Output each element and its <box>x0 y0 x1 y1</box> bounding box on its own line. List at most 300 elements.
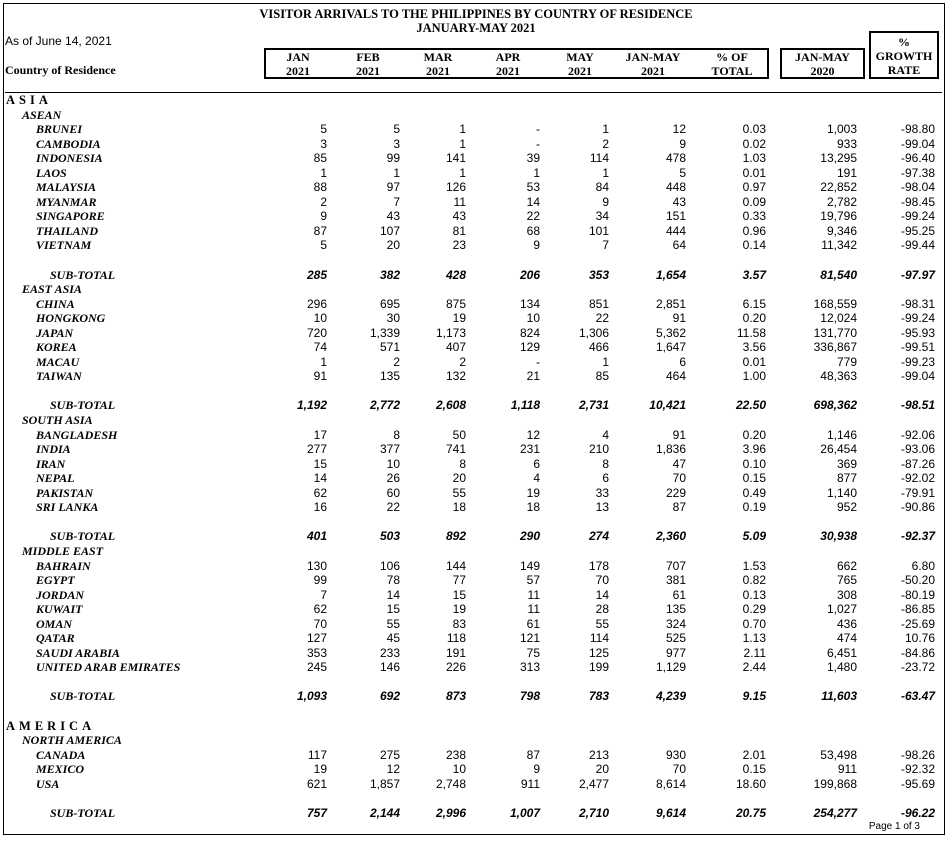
country-row <box>0 762 952 777</box>
cell-may: 1 <box>602 354 609 369</box>
country-row <box>0 777 952 792</box>
cell-apr: 22 <box>526 209 540 224</box>
country-row <box>0 573 952 588</box>
cell-mar: 141 <box>445 151 466 166</box>
cell-growth-rate: -95.93 <box>900 325 935 340</box>
cell-growth-rate: -86.85 <box>900 602 935 617</box>
cell-feb: 8 <box>393 427 400 442</box>
cell-jan-may-2021: 229 <box>665 485 686 500</box>
cell-feb: 146 <box>379 660 400 675</box>
cell-apr: 11 <box>527 587 540 602</box>
cell-jan: 19 <box>313 762 327 777</box>
country-row <box>0 588 952 603</box>
cell-pct-total: 0.49 <box>742 485 766 500</box>
group-row <box>0 282 952 297</box>
sub-label: SUB-TOTAL <box>50 689 116 704</box>
cell-apr: 1,118 <box>510 398 540 413</box>
cell-jan: 353 <box>306 645 327 660</box>
cell-mar: 43 <box>452 209 466 224</box>
cell-apr: 68 <box>526 223 540 238</box>
cell-may: 22 <box>595 311 609 326</box>
cell-jan-may-2020: 1,480 <box>826 660 857 675</box>
cell-mar: 11 <box>453 194 466 209</box>
cell-may: 85 <box>595 369 609 384</box>
cell-pct-total: 2.01 <box>742 747 766 762</box>
cell-mar: 875 <box>445 296 466 311</box>
cell-jan-may-2021: 9 <box>679 136 686 151</box>
cell-jan-may-2021: 448 <box>665 180 686 195</box>
country-label: MEXICO <box>36 762 85 777</box>
sub-label: SUB-TOTAL <box>50 529 116 544</box>
cell-jan: 17 <box>313 427 327 442</box>
country-row <box>0 137 952 152</box>
cell-apr: 9 <box>533 762 540 777</box>
group-row <box>0 108 952 123</box>
cell-mar: 1 <box>459 165 466 180</box>
cell-jan: 1,093 <box>296 689 327 704</box>
country-label: INDONESIA <box>36 151 103 166</box>
country-row <box>0 209 952 224</box>
country-row <box>0 471 952 486</box>
cell-growth-rate: -80.19 <box>900 587 935 602</box>
col-header-jan-may-2020: JAN-MAY 2020 <box>795 50 850 78</box>
cell-apr: 61 <box>526 616 540 631</box>
country-row <box>0 180 952 195</box>
cell-jan-may-2021: 1,647 <box>655 340 686 355</box>
cell-may: 1,306 <box>578 325 609 340</box>
subtotal-row <box>0 529 952 544</box>
cell-jan: 401 <box>306 529 327 544</box>
cell-mar: 8 <box>459 456 466 471</box>
cell-jan-may-2020: 308 <box>836 587 857 602</box>
cell-apr: 206 <box>519 267 540 282</box>
cell-jan-may-2020: 474 <box>836 631 857 646</box>
cell-apr: - <box>536 354 540 369</box>
country-label: UNITED ARAB EMIRATES <box>36 660 181 675</box>
cell-apr: 824 <box>519 325 540 340</box>
cell-jan: 245 <box>306 660 327 675</box>
cell-growth-rate: -99.04 <box>900 369 935 384</box>
data-table <box>0 93 952 820</box>
country-row <box>0 617 952 632</box>
group-label: MIDDLE EAST <box>22 543 104 558</box>
cell-feb: 692 <box>379 689 400 704</box>
cell-mar: 18 <box>452 500 466 515</box>
cell-apr: 57 <box>526 573 540 588</box>
cell-jan-may-2021: 2,360 <box>655 529 686 544</box>
cell-growth-rate: -50.20 <box>900 573 935 588</box>
cell-growth-rate: -99.51 <box>900 340 935 355</box>
cell-jan: 99 <box>313 573 327 588</box>
cell-mar: 1,173 <box>435 325 466 340</box>
cell-feb: 1 <box>393 165 400 180</box>
cell-jan: 14 <box>313 471 327 486</box>
region-row <box>0 93 952 108</box>
cell-pct-total: 0.33 <box>742 209 766 224</box>
cell-jan-may-2021: 324 <box>665 616 686 631</box>
cell-mar: 10 <box>452 762 466 777</box>
cell-pct-total: 0.96 <box>742 223 766 238</box>
group-row <box>0 733 952 748</box>
cell-mar: 20 <box>452 471 466 486</box>
cell-may: 70 <box>595 573 609 588</box>
cell-pct-total: 0.01 <box>742 354 766 369</box>
col-header-may: MAY 2021 <box>566 50 594 78</box>
cell-growth-rate: -84.86 <box>900 645 935 660</box>
country-label: TAIWAN <box>36 369 82 384</box>
cell-growth-rate: 10.76 <box>904 631 935 646</box>
country-label: PAKISTAN <box>36 485 94 500</box>
cell-jan-may-2021: 9,614 <box>655 805 686 820</box>
cell-jan-may-2020: 131,770 <box>813 325 857 340</box>
sub-label: SUB-TOTAL <box>50 267 116 282</box>
cell-may: 33 <box>595 485 609 500</box>
cell-pct-total: 0.29 <box>742 602 766 617</box>
cell-jan-may-2021: 1,654 <box>655 267 686 282</box>
cell-growth-rate: -99.24 <box>900 209 935 224</box>
cell-apr: 14 <box>526 194 540 209</box>
cell-feb: 55 <box>386 616 400 631</box>
country-label: JAPAN <box>36 325 74 340</box>
cell-jan-may-2021: 707 <box>665 558 686 573</box>
cell-jan-may-2021: 91 <box>672 427 686 442</box>
cell-growth-rate: -96.22 <box>900 805 935 820</box>
cell-feb: 78 <box>386 573 400 588</box>
country-row <box>0 631 952 646</box>
as-of-date: As of June 14, 2021 <box>5 34 112 48</box>
cell-jan-may-2021: 444 <box>665 223 686 238</box>
cell-jan: 87 <box>313 223 327 238</box>
spacer-row <box>0 384 952 399</box>
cell-may: 2,477 <box>578 776 609 791</box>
cell-mar: 2,748 <box>435 776 466 791</box>
group-label: SOUTH ASIA <box>22 413 93 428</box>
cell-mar: 55 <box>452 485 466 500</box>
cell-jan: 70 <box>313 616 327 631</box>
cell-jan-may-2020: 952 <box>836 500 857 515</box>
cell-apr: 798 <box>519 689 540 704</box>
cell-jan: 117 <box>307 747 327 762</box>
cell-may: 55 <box>595 616 609 631</box>
cell-jan-may-2021: 70 <box>672 471 686 486</box>
country-row <box>0 559 952 574</box>
region-label: AMERICA <box>6 718 96 733</box>
cell-jan-may-2020: 30,938 <box>820 529 857 544</box>
cell-pct-total: 0.20 <box>742 427 766 442</box>
country-label: MALAYSIA <box>36 180 97 195</box>
report-title: VISITOR ARRIVALS TO THE PHILIPPINES BY COUNTRY OF RESIDENCE <box>259 7 693 21</box>
cell-apr: 313 <box>519 660 540 675</box>
cell-pct-total: 6.15 <box>742 296 766 311</box>
cell-jan-may-2020: 765 <box>836 573 857 588</box>
country-row <box>0 311 952 326</box>
cell-pct-total: 1.53 <box>742 558 766 573</box>
cell-feb: 382 <box>379 267 400 282</box>
cell-pct-total: 0.01 <box>742 165 766 180</box>
country-label: BRUNEI <box>36 122 83 137</box>
cell-jan-may-2021: 1,129 <box>655 660 686 675</box>
cell-may: 13 <box>595 500 609 515</box>
cell-growth-rate: -97.38 <box>900 165 935 180</box>
cell-pct-total: 0.10 <box>742 456 766 471</box>
cell-pct-total: 20.75 <box>735 805 766 820</box>
country-row <box>0 238 952 253</box>
cell-apr: 11 <box>527 602 540 617</box>
country-row <box>0 748 952 763</box>
cell-jan-may-2021: 977 <box>665 645 686 660</box>
country-label: THAILAND <box>36 223 99 238</box>
cell-jan-may-2021: 87 <box>672 500 686 515</box>
cell-apr: - <box>536 122 540 137</box>
cell-pct-total: 0.03 <box>742 122 766 137</box>
cell-apr: 18 <box>526 500 540 515</box>
cell-jan-may-2020: 1,140 <box>826 485 857 500</box>
cell-feb: 15 <box>386 602 400 617</box>
cell-jan: 2 <box>320 194 327 209</box>
country-row <box>0 166 952 181</box>
cell-jan-may-2021: 525 <box>665 631 686 646</box>
sub-label: SUB-TOTAL <box>50 398 116 413</box>
cell-feb: 106 <box>379 558 400 573</box>
group-label: ASEAN <box>22 107 62 122</box>
cell-growth-rate: -98.26 <box>900 747 935 762</box>
country-row <box>0 340 952 355</box>
cell-mar: 2,996 <box>435 805 466 820</box>
cell-jan-may-2021: 1,836 <box>655 442 686 457</box>
cell-pct-total: 3.56 <box>742 340 766 355</box>
cell-may: 28 <box>595 602 609 617</box>
cell-jan: 74 <box>313 340 327 355</box>
cell-pct-total: 1.00 <box>742 369 766 384</box>
spacer-row <box>0 675 952 690</box>
cell-feb: 107 <box>379 223 400 238</box>
cell-growth-rate: -79.91 <box>900 485 935 500</box>
cell-mar: 83 <box>452 616 466 631</box>
cell-mar: 1 <box>459 122 466 137</box>
cell-may: 9 <box>602 194 609 209</box>
spacer-row <box>0 791 952 806</box>
country-row <box>0 151 952 166</box>
country-label: HONGKONG <box>36 311 106 326</box>
cell-jan: 296 <box>306 296 327 311</box>
cell-growth-rate: -25.69 <box>900 616 935 631</box>
cell-apr: 911 <box>520 776 540 791</box>
cell-apr: 9 <box>533 238 540 253</box>
cell-pct-total: 0.19 <box>742 500 766 515</box>
cell-apr: - <box>536 136 540 151</box>
cell-may: 7 <box>602 238 609 253</box>
group-row <box>0 544 952 559</box>
cell-jan-may-2021: 91 <box>672 311 686 326</box>
country-label: CHINA <box>36 296 75 311</box>
country-label: USA <box>36 776 60 791</box>
cell-jan: 3 <box>320 136 327 151</box>
cell-feb: 99 <box>386 151 400 166</box>
country-row <box>0 297 952 312</box>
cell-jan-may-2020: 254,277 <box>813 805 857 820</box>
cell-may: 2 <box>602 136 609 151</box>
cell-jan-may-2021: 64 <box>672 238 686 253</box>
cell-may: 84 <box>595 180 609 195</box>
cell-growth-rate: -99.23 <box>900 354 935 369</box>
col-header-jan-may-2021: JAN-MAY 2021 <box>625 50 681 78</box>
cell-may: 14 <box>595 587 609 602</box>
cell-jan: 285 <box>306 267 327 282</box>
cell-apr: 21 <box>526 369 540 384</box>
cell-may: 114 <box>589 631 609 646</box>
country-label: SRI LANKA <box>36 500 99 515</box>
cell-pct-total: 11.58 <box>736 325 766 340</box>
cell-growth-rate: -98.04 <box>900 180 935 195</box>
cell-growth-rate: -96.40 <box>900 151 935 166</box>
cell-jan: 16 <box>313 500 327 515</box>
cell-jan: 621 <box>306 776 327 791</box>
cell-jan-may-2020: 22,852 <box>820 180 857 195</box>
cell-apr: 19 <box>526 485 540 500</box>
cell-jan-may-2020: 168,559 <box>813 296 857 311</box>
cell-jan: 1 <box>320 354 327 369</box>
cell-growth-rate: -97.97 <box>900 267 935 282</box>
country-label: CANADA <box>36 747 86 762</box>
cell-jan-may-2020: 53,498 <box>820 747 857 762</box>
cell-jan-may-2020: 911 <box>837 762 857 777</box>
cell-pct-total: 0.70 <box>742 616 766 631</box>
cell-may: 178 <box>588 558 609 573</box>
country-label: INDIA <box>36 442 71 457</box>
cell-may: 2,731 <box>578 398 609 413</box>
cell-jan-may-2020: 1,003 <box>826 122 857 137</box>
country-label: BAHRAIN <box>36 558 91 573</box>
cell-apr: 129 <box>519 340 540 355</box>
cell-mar: 118 <box>446 631 466 646</box>
cell-growth-rate: -95.69 <box>900 776 935 791</box>
cell-jan-may-2020: 369 <box>836 456 857 471</box>
country-row <box>0 428 952 443</box>
group-row <box>0 413 952 428</box>
cell-growth-rate: -99.04 <box>900 136 935 151</box>
cell-feb: 30 <box>386 311 400 326</box>
cell-mar: 2,608 <box>435 398 466 413</box>
cell-jan-may-2020: 436 <box>836 616 857 631</box>
country-label: IRAN <box>36 456 66 471</box>
country-row <box>0 442 952 457</box>
cell-jan: 277 <box>306 442 327 457</box>
cell-may: 783 <box>588 689 609 704</box>
cell-may: 199 <box>588 660 609 675</box>
cell-feb: 10 <box>386 456 400 471</box>
cell-pct-total: 22.50 <box>735 398 766 413</box>
cell-jan-may-2020: 877 <box>836 471 857 486</box>
cell-feb: 3 <box>393 136 400 151</box>
subtotal-row <box>0 689 952 704</box>
cell-growth-rate: -93.06 <box>900 442 935 457</box>
col-header-jan: JAN 2021 <box>286 50 310 78</box>
cell-jan-may-2020: 13,295 <box>820 151 857 166</box>
cell-may: 210 <box>588 442 609 457</box>
cell-mar: 50 <box>452 427 466 442</box>
cell-apr: 12 <box>526 427 540 442</box>
cell-may: 6 <box>602 471 609 486</box>
cell-pct-total: 0.15 <box>742 762 766 777</box>
cell-apr: 231 <box>519 442 540 457</box>
cell-may: 213 <box>588 747 609 762</box>
country-row <box>0 646 952 661</box>
cell-jan: 15 <box>313 456 327 471</box>
cell-jan-may-2020: 199,868 <box>813 776 857 791</box>
cell-jan: 62 <box>313 602 327 617</box>
cell-pct-total: 9.15 <box>742 689 766 704</box>
cell-mar: 77 <box>452 573 466 588</box>
cell-may: 353 <box>588 267 609 282</box>
cell-apr: 4 <box>533 471 540 486</box>
cell-growth-rate: -87.26 <box>900 456 935 471</box>
cell-growth-rate: -98.45 <box>900 194 935 209</box>
cell-mar: 1 <box>459 136 466 151</box>
col-header-mar: MAR 2021 <box>423 50 453 78</box>
cell-may: 2,710 <box>578 805 609 820</box>
report-subtitle: JANUARY-MAY 2021 <box>416 21 536 35</box>
cell-apr: 149 <box>519 558 540 573</box>
cell-feb: 20 <box>386 238 400 253</box>
country-row <box>0 326 952 341</box>
col-header-pct-total: % OF TOTAL <box>711 50 753 78</box>
cell-apr: 10 <box>526 311 540 326</box>
cell-jan-may-2020: 11,603 <box>821 689 857 704</box>
cell-jan: 85 <box>313 151 327 166</box>
country-label: QATAR <box>36 631 75 646</box>
cell-growth-rate: -99.44 <box>900 238 935 253</box>
country-label: MACAU <box>36 354 80 369</box>
cell-feb: 14 <box>386 587 400 602</box>
cell-feb: 26 <box>386 471 400 486</box>
cell-mar: 15 <box>452 587 466 602</box>
cell-feb: 503 <box>379 529 400 544</box>
cell-mar: 144 <box>445 558 466 573</box>
cell-jan-may-2020: 1,027 <box>826 602 857 617</box>
cell-jan-may-2020: 26,454 <box>820 442 857 457</box>
cell-feb: 60 <box>386 485 400 500</box>
cell-feb: 2,772 <box>369 398 400 413</box>
cell-jan-may-2020: 81,540 <box>820 267 857 282</box>
cell-jan-may-2021: 43 <box>672 194 686 209</box>
cell-jan-may-2020: 933 <box>836 136 857 151</box>
cell-pct-total: 1.13 <box>742 631 766 646</box>
cell-apr: 290 <box>519 529 540 544</box>
country-label: EGYPT <box>36 573 75 588</box>
subtotal-row <box>0 268 952 283</box>
country-row <box>0 602 952 617</box>
cell-jan: 757 <box>306 805 327 820</box>
cell-feb: 571 <box>379 340 400 355</box>
country-label: SINGAPORE <box>36 209 105 224</box>
cell-may: 101 <box>588 223 609 238</box>
cell-jan-may-2020: 9,346 <box>826 223 857 238</box>
country-label: SAUDI ARABIA <box>36 645 120 660</box>
cell-apr: 39 <box>526 151 540 166</box>
group-label: NORTH AMERICA <box>22 733 122 748</box>
cell-growth-rate: -98.80 <box>900 122 935 137</box>
spacer-row <box>0 515 952 530</box>
cell-jan-may-2021: 5 <box>679 165 686 180</box>
cell-may: 851 <box>588 296 609 311</box>
country-row <box>0 195 952 210</box>
col-header-feb: FEB 2021 <box>356 50 380 78</box>
cell-feb: 377 <box>379 442 400 457</box>
cell-pct-total: 2.11 <box>743 645 766 660</box>
cell-may: 1 <box>602 122 609 137</box>
country-label: LAOS <box>36 165 67 180</box>
cell-growth-rate: -92.37 <box>900 529 935 544</box>
